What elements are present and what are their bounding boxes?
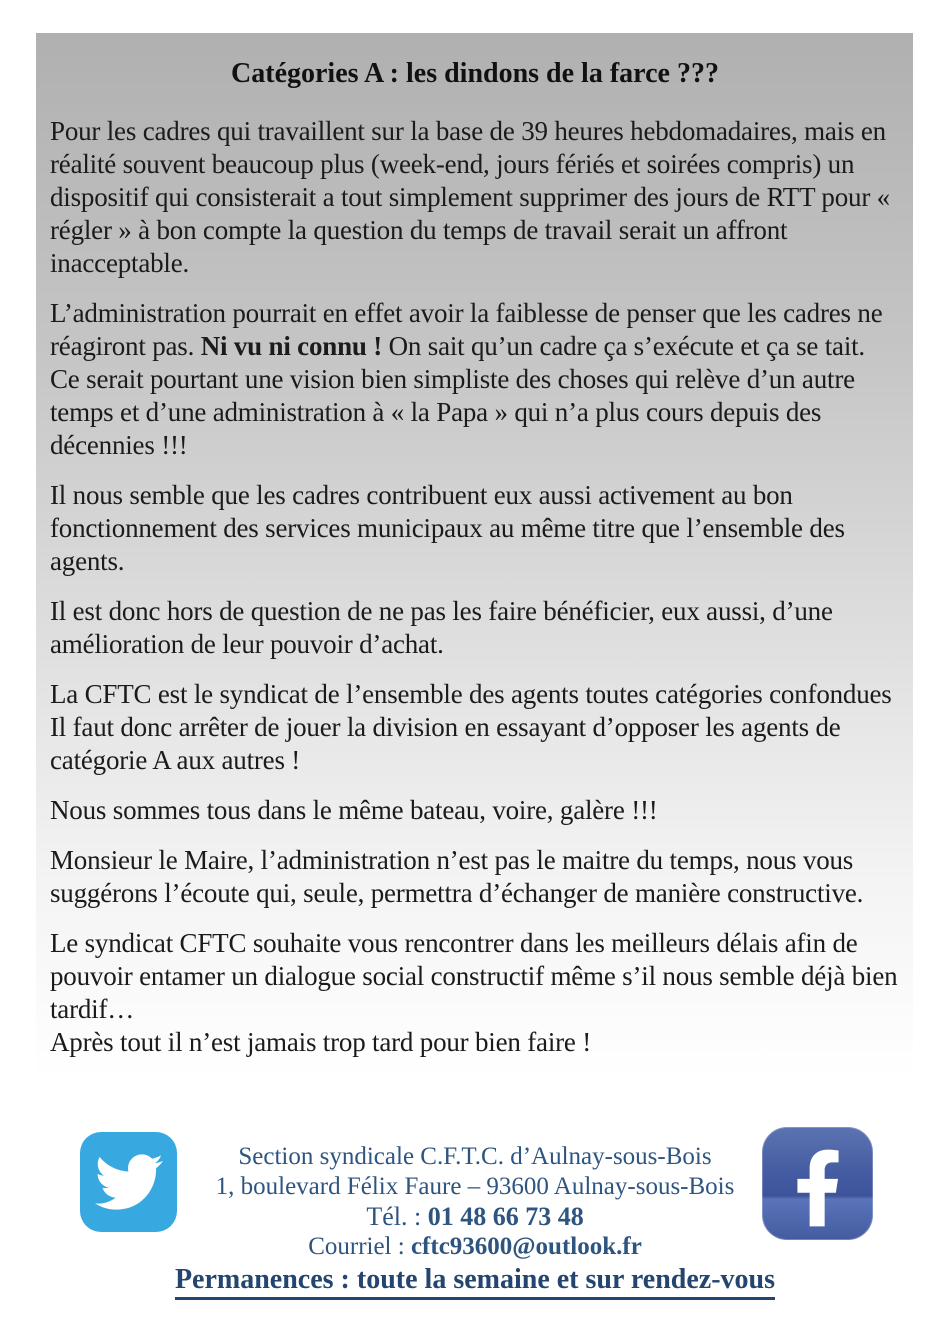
footer-contact-block	[145, 1142, 805, 1300]
footer-phone-label: Tél. :	[366, 1202, 428, 1231]
paragraph-2-pre: L’administration pourrait en effet avoir la faiblesse de penser que les cadres ne réagiront pas.	[50, 298, 883, 361]
facebook-icon[interactable]	[762, 1127, 873, 1240]
paragraph-2-post: On sait qu’un cadre ça s’exécute et ça se tait. Ce serait pourtant une vision bien simpliste des choses qui relève d’un autre temps et d’une administration à « la Papa » qui n’a plus cours depuis des décennies !!!	[50, 331, 865, 460]
paragraph-1: Pour les cadres qui travaillent sur la base de 39 heures hebdomadaires, mais en réalité souvent beaucoup plus (week-end, jours fériés et soirées compris) un dispositif qui consisterait a tout simplement supprimer des jours de RTT pour « régler » à bon compte la question du temps de travail serait un affront inacceptable.	[50, 116, 890, 278]
footer-address: 1, boulevard Félix Faure – 93600 Aulnay-sous-Bois	[215, 1173, 735, 1200]
paragraph-7: Monsieur le Maire, l’administration n’est pas le maitre du temps, nous vous suggérons l’écoute qui, seule, permettra d’échanger de manière constructive.	[50, 845, 864, 908]
footer-permanences-text: Permanences : toute la semaine et sur rendez-vous	[175, 1264, 775, 1300]
paragraph-8-line1: Le syndicat CFTC souhaite vous rencontrer dans les meilleurs délais afin de pouvoir entamer un dialogue social constructif même s’il nous semble déjà bien tardif…	[50, 928, 898, 1024]
footer-phone-number: 01 48 66 73 48	[427, 1202, 584, 1231]
facebook-f-glyph	[794, 1149, 842, 1227]
paragraph-8-line2: Après tout il n’est jamais trop tard pour bien faire !	[50, 1027, 592, 1057]
flyer-body-sheet	[36, 33, 913, 1080]
footer-email-address: cftc93600@outlook.fr	[410, 1233, 642, 1260]
paragraph-6: Nous sommes tous dans le même bateau, voire, galère !!!	[50, 795, 658, 825]
document-title: Catégories A : les dindons de la farce ???	[231, 58, 719, 89]
footer-permanences-line	[145, 1264, 805, 1300]
footer-phone-line	[145, 1202, 805, 1232]
paragraph-5-line1: La CFTC est le syndicat de l’ensemble des agents toutes catégories confondues	[50, 679, 892, 709]
paragraph-2-bold-phrase: Ni vu ni connu !	[200, 331, 383, 361]
paragraph-2	[50, 297, 900, 462]
paragraph-8	[50, 927, 900, 1059]
paragraph-4: Il est donc hors de question de ne pas les faire bénéficier, eux aussi, d’une amélioration de leur pouvoir d’achat.	[50, 596, 833, 659]
footer-email-label: Courriel :	[308, 1233, 411, 1260]
footer-email-line	[145, 1232, 805, 1262]
paragraph-5-line2: Il faut donc arrêter de jouer la division en essayant d’opposer les agents de catégorie A aux autres !	[50, 712, 841, 775]
paragraph-5	[50, 678, 900, 777]
paragraph-3: Il nous semble que les cadres contribuent eux aussi activement au bon fonctionnement des services municipaux au même titre que l’ensemble des agents.	[50, 480, 845, 576]
footer-org-name: Section syndicale C.F.T.C. d’Aulnay-sous-Bois	[238, 1143, 712, 1170]
